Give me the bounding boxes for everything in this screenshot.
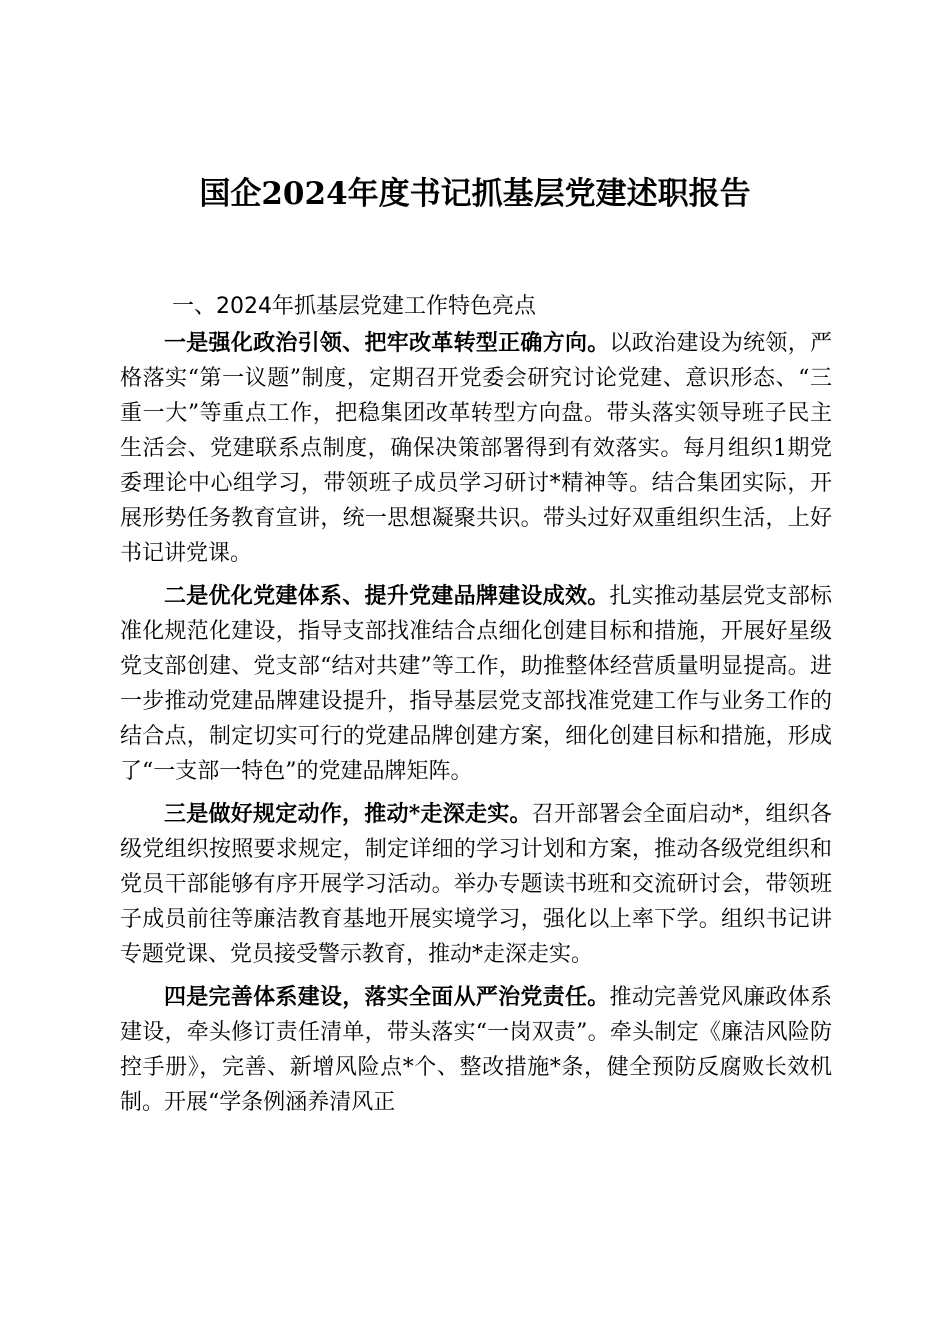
paragraph-lead: 一是强化政治引领、把牢改革转型正确方向。 [164, 330, 610, 356]
paragraph-4 [120, 980, 832, 1120]
paragraph-text: 以政治建设为统领，严格落实“第一议题”制度，定期召开党委会研究讨论党建、意识形态、“三重一大”等重点工作，把稳集团改革转型方向盘。带头落实领导班子民主生活会、党建联系点制度，确保决策部署得到有效落实。每月组织1期党委理论中心组学习，带领班子成员学习研讨*精神等。结合集团实际，开展形势任务教育宣讲，统一思想凝聚共识。带头过好双重组织生活，上好书记讲党课。 [120, 331, 832, 566]
paragraph-text: 推动完善党风廉政体系建设，牵头修订责任清单，带头落实“一岗双责”。牵头制定《廉洁风险防控手册》，完善、新增风险点*个、整改措施*条，健全预防反腐败长效机制。开展“学条例涵养清风正 [120, 985, 832, 1115]
document-title: 国企2024年度书记抓基层党建述职报告 [199, 176, 751, 212]
paragraph-text: 召开部署会全面启动*，组织各级党组织按照要求规定，制定详细的学习计划和方案，推动各级党组织和党员干部能够有序开展学习活动。举办专题读书班和交流研讨会，带领班子成员前往等廉洁教育基地开展实境学习，强化以上率下学。组织书记讲专题党课、党员接受警示教育，推动*走深走实。 [120, 802, 832, 967]
paragraph-text: 扎实推动基层党支部标准化规范化建设，指导支部找准结合点细化创建目标和措施，开展好星级党支部创建、党支部“结对共建”等工作，助推整体经营质量明显提高。进一步推动党建品牌建设提升，指导基层党支部找准党建工作与业务工作的结合点，制定切实可行的党建品牌创建方案，细化创建目标和措施，形成了“一支部一特色”的党建品牌矩阵。 [120, 584, 832, 784]
paragraph-2 [120, 579, 832, 789]
document-body [120, 326, 832, 1128]
paragraph-lead: 二是优化党建体系、提升党建品牌建设成效。 [164, 583, 610, 609]
paragraph-3 [120, 797, 832, 972]
paragraph-1 [120, 326, 832, 571]
paragraph-lead: 三是做好规定动作，推动*走深走实。 [164, 801, 532, 827]
section-heading: 一、2024年抓基层党建工作特色亮点 [172, 294, 536, 319]
paragraph-lead: 四是完善体系建设，落实全面从严治党责任。 [164, 984, 610, 1010]
